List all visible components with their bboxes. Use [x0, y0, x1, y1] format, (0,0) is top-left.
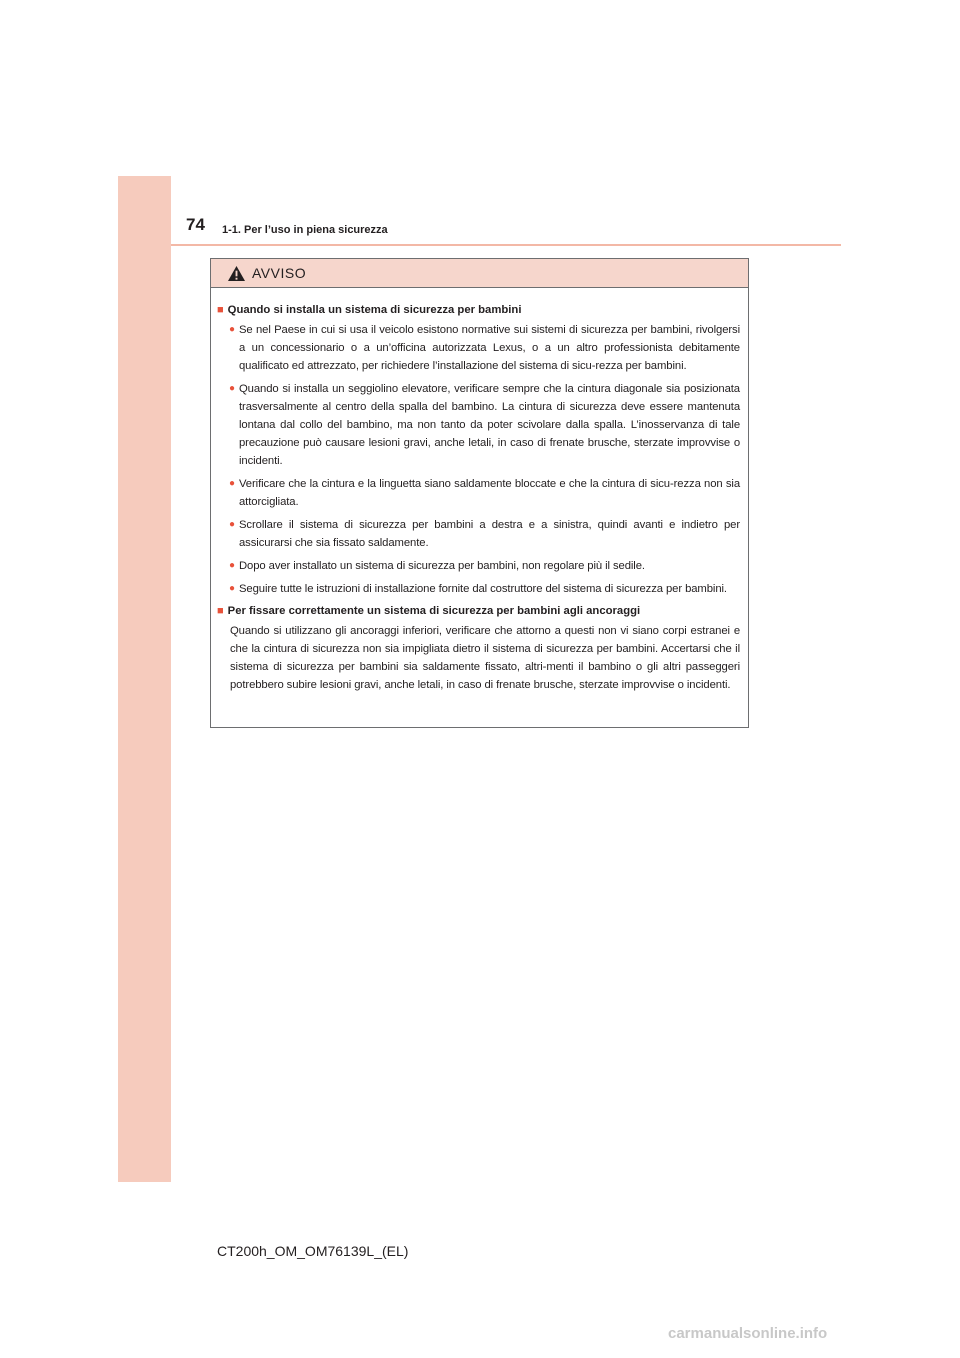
list-item-text: Verificare che la cintura e la linguetta siano saldamente bloccate e che la cintura di sicu-rezza non sia attorcigliata. — [239, 478, 740, 508]
section-title: 1-1. Per l’uso in piena sicurezza — [222, 224, 388, 236]
list-item — [217, 475, 740, 511]
section-heading-text: Quando si installa un sistema di sicurezza per bambini — [227, 304, 522, 316]
warning-label: AVVISO — [252, 265, 307, 281]
list-item-text: Dopo aver installato un sistema di sicurezza per bambini, non regolare più il sedile. — [239, 560, 645, 572]
square-bullet-icon: ■ — [217, 605, 224, 617]
circle-bullet-icon: ● — [229, 324, 236, 335]
circle-bullet-icon: ● — [229, 478, 236, 489]
section-paragraph: Quando si utilizzano gli ancoraggi inferiori, verificare che attorno a questi non vi siano corpi estranei e che la cintura di sicurezza non sia impigliata dietro il sistema di sicurezza per bambini. Accertarsi che il sistema di sicurezza per bambini sia saldamente fissato, altri-menti il bambino o gli altri passeggeri potrebbero subire lesioni gravi, anche letali, in caso di frenate brusche, sterzate improvvise o incidenti. — [230, 625, 740, 691]
list-item-text: Scrollare il sistema di sicurezza per bambini a destra e a sinistra, quindi avanti e indietro per assicurarsi che sia fissato saldamente. — [239, 519, 740, 549]
section-heading — [217, 603, 740, 619]
list-item — [217, 516, 740, 552]
list-item — [217, 580, 740, 598]
header-divider — [171, 244, 841, 246]
list-item — [217, 557, 740, 575]
warning-box — [210, 258, 749, 728]
list-item — [217, 321, 740, 375]
section-heading-text: Per fissare correttamente un sistema di sicurezza per bambini agli ancoraggi — [227, 605, 641, 617]
circle-bullet-icon: ● — [229, 560, 236, 571]
circle-bullet-icon: ● — [229, 519, 236, 530]
watermark: carmanualsonline.info — [668, 1325, 828, 1342]
list-item-text: Se nel Paese in cui si usa il veicolo esistono normative sui sistemi di sicurezza per bambini, rivolgersi a un concessionario o a un’officina autorizzata Lexus, o a un altro professionista debitamente qualificato ed attrezzato, per richiedere l’installazione del sistema di sicu-rezza per bambini. — [239, 324, 740, 372]
page-number: 74 — [186, 215, 205, 234]
section-heading — [217, 302, 740, 318]
list-item-text: Seguire tutte le istruzioni di installazione fornite dal costruttore del sistema di sicurezza per bambini. — [239, 583, 727, 595]
footer-code: CT200h_OM_OM76139L_(EL) — [217, 1243, 409, 1259]
warning-header — [211, 259, 748, 288]
list-item-text: Quando si installa un seggiolino elevatore, verificare sempre che la cintura diagonale sia posizionata trasversalmente al centro della spalla del bambino. La cintura di sicurezza deve essere mantenuta lontana dal collo del bambino, ma non tanto da poter scivolare dalla spalla. L’inosservanza di tale precauzione può causare lesioni gravi, anche letali, in caso di frenate brusche, sterzate improvvise o incidenti. — [239, 383, 740, 467]
warning-body — [211, 288, 748, 694]
side-band — [118, 176, 171, 1182]
warning-triangle-icon — [227, 265, 246, 282]
circle-bullet-icon: ● — [229, 383, 236, 394]
list-item — [217, 380, 740, 470]
circle-bullet-icon: ● — [229, 583, 236, 594]
square-bullet-icon: ■ — [217, 304, 224, 316]
